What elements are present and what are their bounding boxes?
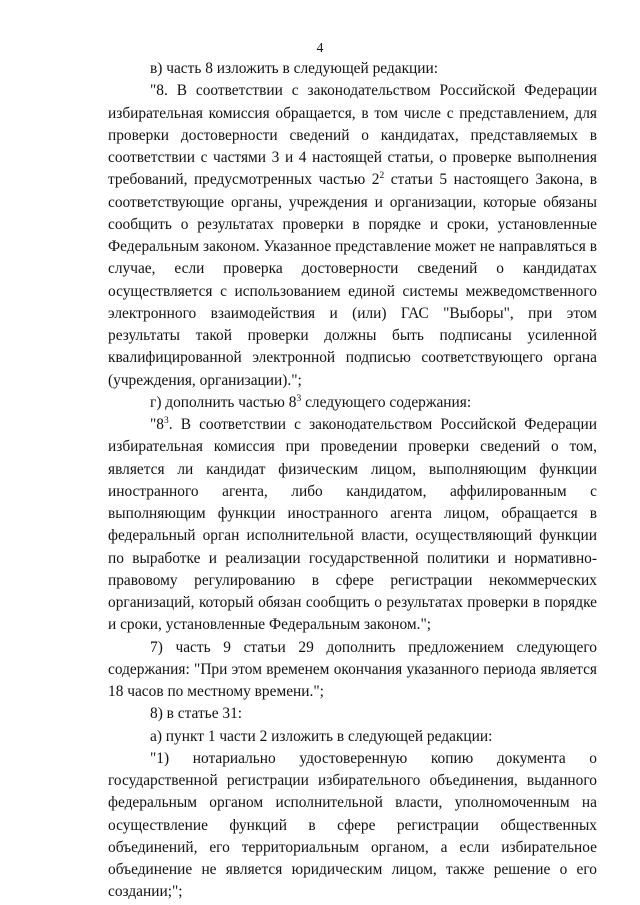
paragraph-part-8-3-text-b: . В соответствии с законодательством Российской Федерации избирательная комиссия при проведении проверки сведений о том, является ли кандидат физическим лицом, выполняющим функции иностранного агента, либо кандидатом, аффилированным с выполняющим функции иностранного агента лицом, обращается в федеральный орган исполнительной власти, осуществляющий функции по выработке и реализации государственной политики и нормативно-правовому регулированию в сфере регистрации некоммерческих организаций, который обязан сообщить о результатах проверки в порядке и сроки, установленные Федеральным законом.";: [108, 416, 597, 634]
superscript-2: 2: [379, 171, 385, 182]
paragraph-item-8: 8) в статье 31:: [150, 705, 243, 723]
paragraph-part-8: [108, 80, 597, 392]
document-body: [108, 58, 597, 904]
page-number: 4: [316, 40, 324, 55]
superscript-3: 3: [296, 393, 302, 404]
paragraph-g-intro: [108, 392, 597, 414]
paragraph-part-8-3: [108, 414, 597, 637]
paragraph-g-intro-text-b: следующего содержания:: [301, 393, 472, 411]
paragraph-a-intro: а) пункт 1 части 2 изложить в следующей редакции:: [150, 727, 493, 745]
paragraph-item-7: 7) часть 9 статьи 29 дополнить предложением следующего содержания: "При этом временем окончания указанного периода является 18 часов по местному времени.";: [108, 638, 597, 700]
paragraph-part-8-text-a: "8. В соответствии с законодательством Российской Федерации избирательная комиссия обращается, в том числе с представлением, для проверки достоверности сведений о кандидатах, представляемых в соответствии с частями 3 и 4 настоящей статьи, о проверке выполнения требований, предусмотренных частью 2: [108, 82, 597, 189]
paragraph-part-8-text-b: статьи 5 настоящего Закона, в соответствующие органы, учреждения и организации, которые обязаны сообщить о результатах проверки в порядке и сроки, установленные Федеральным законом. Указанное представление может не направляться в случае, если проверка достоверности сведений о кандидатах осуществляется с использованием единой системы межведомственного электронного взаимодействия и (или) ГАС "Выборы", при этом результаты такой проверки должны быть подписаны усиленной квалифицированной электронной подписью соответствующего органа (учреждения, организации).";: [108, 171, 597, 389]
paragraph-v-intro: в) часть 8 изложить в следующей редакции:: [150, 60, 439, 77]
paragraph-part-8-3-text-a: "8: [150, 416, 164, 433]
paragraph-point-1: "1) нотариально удостоверенную копию документа о государственной регистрации избирательного объединения, выданного федеральным органом исполнительной власти, уполномоченным на осуществление функций в сфере регистрации общественных объединений, его территориальным органом, а если избирательное объединение не является юридическим лицом, также решение о его создании;";: [108, 749, 597, 901]
superscript-3-second: 3: [163, 416, 169, 426]
paragraph-g-intro-text-a: г) дополнить частью 8: [150, 393, 297, 411]
